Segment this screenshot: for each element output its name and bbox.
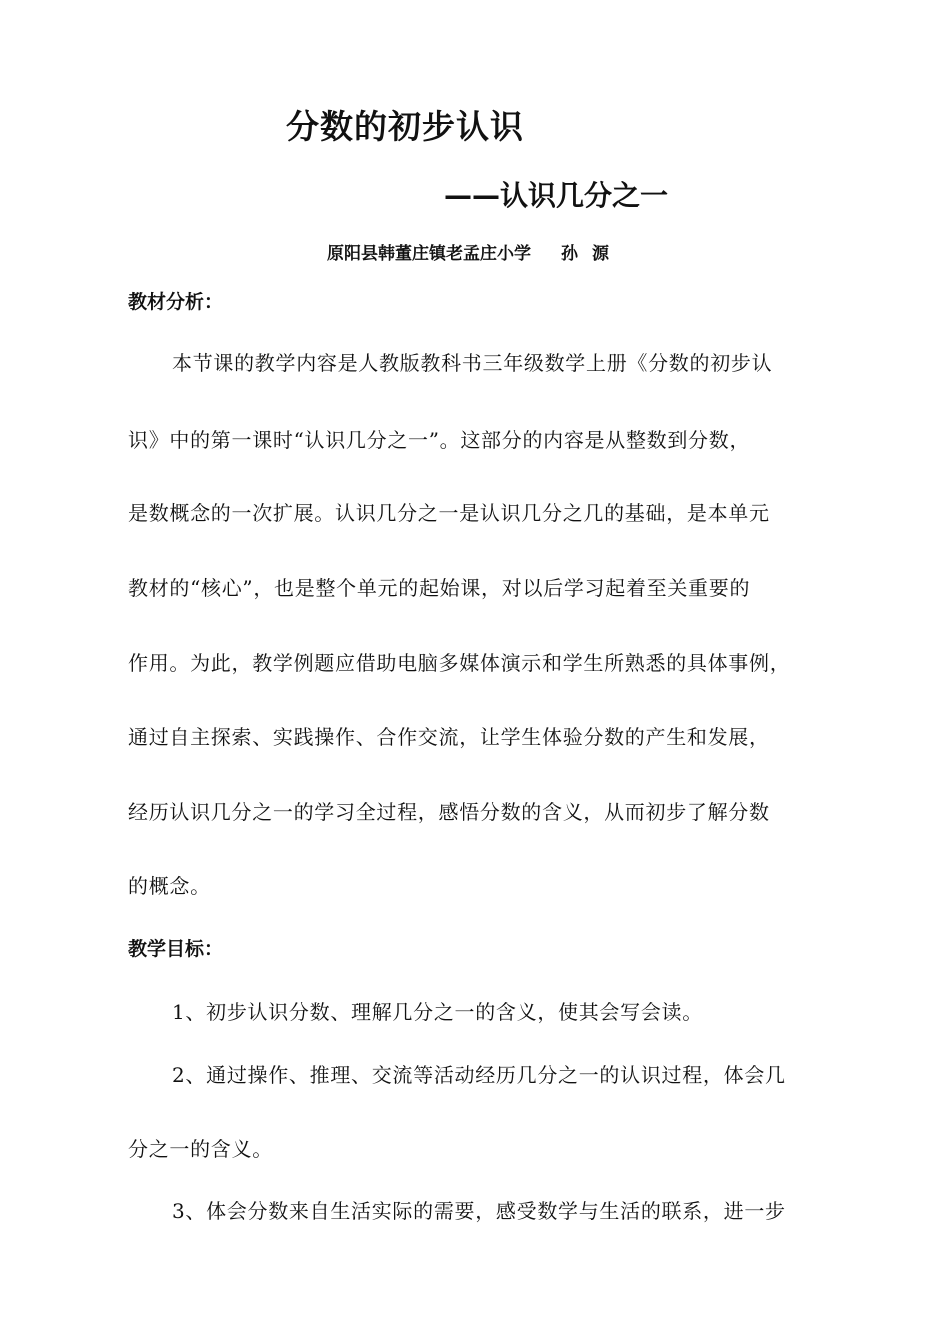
goal-line: 1、初步认识分数、理解几分之一的含义，使其会写会读。 — [172, 1000, 703, 1024]
goal-line: 2、通过操作、推理、交流等活动经历几分之一的认识过程，体会几 — [172, 1063, 786, 1087]
analysis-paragraph-line: 通过自主探索、实践操作、合作交流，让学生体验分数的产生和发展， — [128, 725, 770, 749]
analysis-paragraph-line: 经历认识几分之一的学习全过程，感悟分数的含义，从而初步了解分数 — [128, 800, 770, 824]
goal-line: 3、体会分数来自生活实际的需要，感受数学与生活的联系，进一步 — [172, 1199, 786, 1223]
document-subtitle: ——认识几分之一 — [444, 179, 669, 212]
analysis-paragraph-line: 的概念。 — [128, 874, 211, 898]
section-heading-analysis: 教材分析： — [128, 291, 224, 313]
analysis-paragraph-line: 教材的“核心”，也是整个单元的起始课，对以后学习起着至关重要的 — [128, 576, 751, 600]
goal-line: 分之一的含义。 — [128, 1137, 273, 1161]
analysis-paragraph-line: 是数概念的一次扩展。认识几分之一是认识几分之几的基础，是本单元 — [128, 501, 770, 525]
analysis-paragraph-line: 作用。为此，教学例题应借助电脑多媒体演示和学生所熟悉的具体事例， — [128, 651, 791, 675]
analysis-paragraph-line: 本节课的教学内容是人教版教科书三年级数学上册《分数的初步认 — [172, 351, 773, 375]
school-name: 原阳县韩董庄镇老孟庄小学 — [327, 244, 531, 264]
analysis-paragraph-line: 识》中的第一课时“认识几分之一”。这部分的内容是从整数到分数， — [128, 428, 751, 452]
section-heading-goals: 教学目标： — [128, 938, 224, 960]
author-byline — [327, 240, 623, 268]
document-title: 分数的初步认识 — [286, 107, 524, 146]
author-name: 孙源 — [561, 244, 623, 264]
